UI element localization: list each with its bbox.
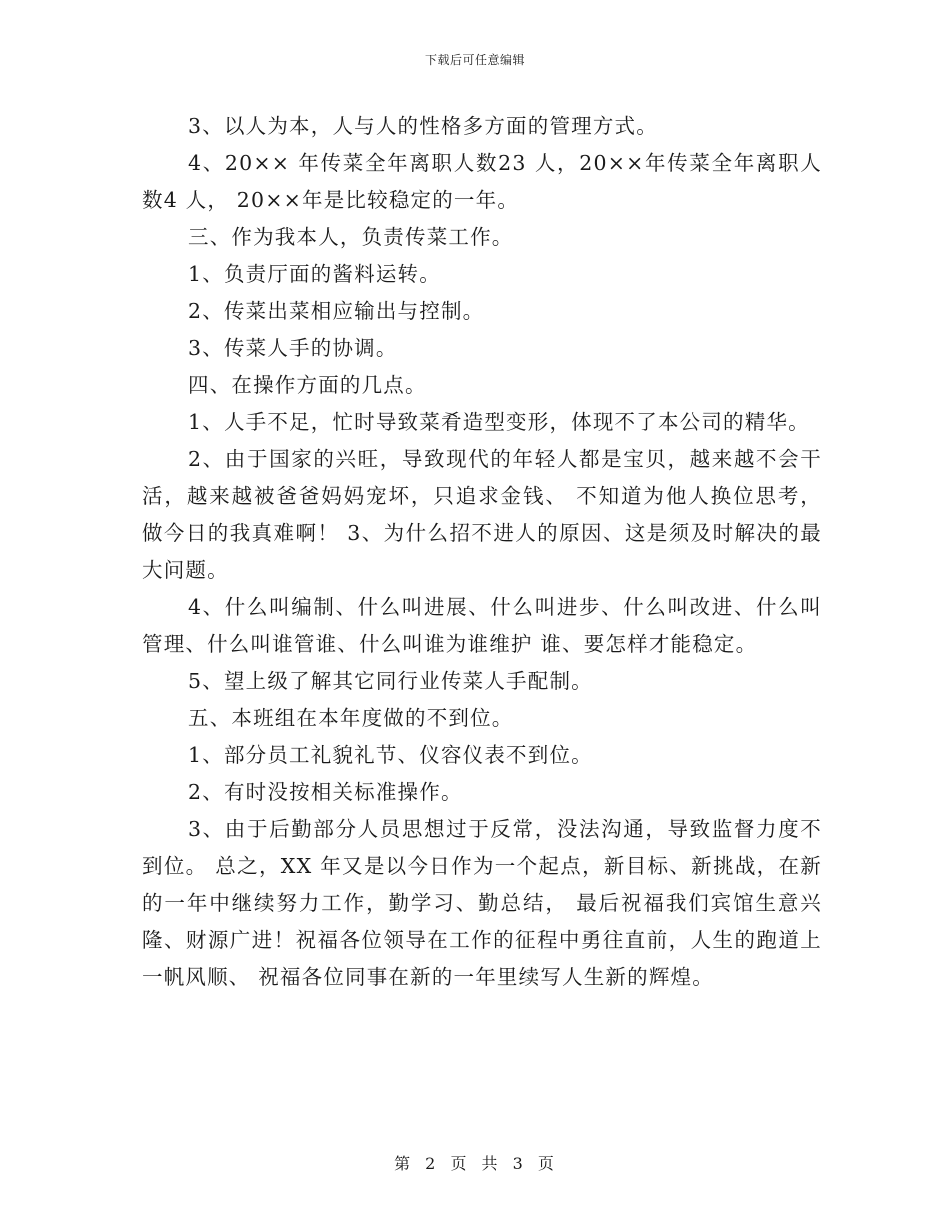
paragraph: 3、由于后勤部分人员思想过于反常，没法沟通，导致监督力度不到位。 总之，XX 年又是以今日作为一个起点，新目标、新挑战，在新的一年中继续努力工作，勤学习、勤总结， 最后祝福我们宾馆生意兴隆、财源广进！祝福各位领导在工作的征程中勇往直前，人生的跑道上一帆风顺、 祝福各位同事在新的一年里续写人生新的辉煌。 bbox=[142, 817, 822, 989]
document-body bbox=[142, 108, 822, 996]
paragraph: 4、什么叫编制、什么叫进展、什么叫进步、什么叫改进、什么叫管理、什么叫谁管谁、什么叫谁为谁维护 谁、要怎样才能稳定。 bbox=[142, 595, 822, 656]
page-number: 第 2 页 共 3 页 bbox=[394, 1154, 556, 1173]
paragraph: 1、部分员工礼貌礼节、仪容仪表不到位。 bbox=[188, 743, 593, 767]
paragraph: 3、传菜人手的协调。 bbox=[188, 336, 398, 360]
paragraph: 2、有时没按相关标准操作。 bbox=[188, 780, 463, 804]
paragraph: 3、以人为本，人与人的性格多方面的管理方式。 bbox=[188, 114, 658, 138]
paragraph: 2、由于国家的兴旺，导致现代的年轻人都是宝贝，越来越不会干活，越来越被爸爸妈妈宠坏，只追求金钱、 不知道为他人换位思考，做今日的我真难啊！ 3、为什么招不进人的原因、这是须及时解决的最大问题。 bbox=[142, 447, 822, 582]
paragraph: 2、传菜出菜相应输出与控制。 bbox=[188, 299, 485, 323]
page-header-note: 下载后可任意编辑 bbox=[424, 53, 525, 67]
paragraph: 三、作为我本人，负责传菜工作。 bbox=[188, 225, 514, 249]
paragraph: 四、在操作方面的几点。 bbox=[188, 373, 427, 397]
paragraph: 4、20×× 年传菜全年离职人数23 人，20××年传菜全年离职人数4 人， 20××年是比较稳定的一年。 bbox=[142, 151, 822, 212]
paragraph: 五、本班组在本年度做的不到位。 bbox=[188, 706, 514, 730]
paragraph: 5、望上级了解其它同行业传菜人手配制。 bbox=[188, 669, 593, 693]
paragraph: 1、负责厅面的酱料运转。 bbox=[188, 262, 441, 286]
paragraph: 1、人手不足，忙时导致菜肴造型变形，体现不了本公司的精华。 bbox=[188, 410, 810, 434]
